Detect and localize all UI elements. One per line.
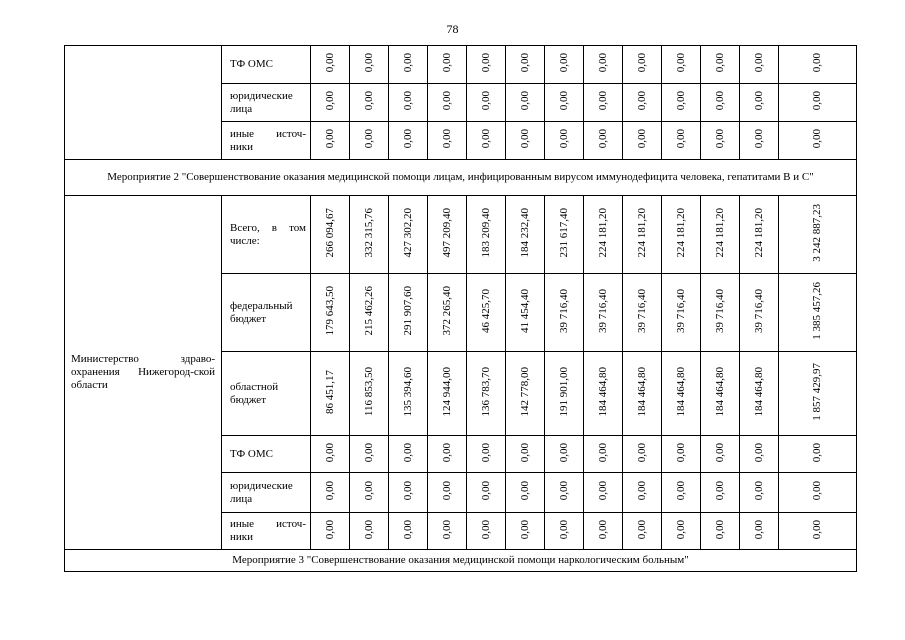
value-cell	[311, 352, 350, 436]
row-label: областной бюджет	[222, 352, 311, 436]
value-cell	[545, 196, 584, 274]
value-cell	[662, 436, 701, 473]
value-cell	[545, 122, 584, 160]
value-text: 0,00	[752, 53, 765, 73]
value-text: 135 394,60	[401, 367, 414, 417]
value-text: 0,00	[323, 129, 336, 149]
value-text: 0,00	[401, 481, 414, 501]
value-text: 224 181,20	[635, 208, 648, 258]
value-text: 0,00	[401, 519, 414, 540]
organization-cell: Министерство здраво-охранения Нижегород-ской области	[65, 196, 222, 550]
value-cell	[311, 46, 350, 84]
value-cell	[506, 513, 545, 550]
value-text: 0,00	[323, 519, 336, 540]
event-row	[65, 160, 857, 196]
value-text: 427 302,20	[401, 208, 414, 258]
value-text: 191 901,00	[557, 367, 570, 417]
value-cell	[623, 122, 662, 160]
value-text: 0,00	[811, 53, 823, 73]
value-cell	[428, 352, 467, 436]
value-text: 136 783,70	[479, 367, 492, 417]
value-cell	[740, 352, 779, 436]
value-cell	[506, 274, 545, 352]
value-text: 184 464,80	[752, 367, 765, 417]
value-text: 0,00	[362, 442, 375, 463]
funding-table	[64, 45, 857, 572]
value-cell	[740, 436, 779, 473]
value-text: 0,00	[479, 442, 492, 463]
value-text: 184 464,80	[713, 367, 726, 417]
value-cell	[779, 84, 857, 122]
value-text: 0,00	[713, 519, 726, 540]
row-label: Всего, в том числе:	[222, 196, 311, 274]
value-cell	[389, 513, 428, 550]
value-cell	[467, 274, 506, 352]
value-text: 39 716,40	[713, 289, 726, 333]
value-cell	[701, 352, 740, 436]
value-cell	[389, 274, 428, 352]
value-text: 0,00	[518, 519, 531, 540]
value-cell	[506, 46, 545, 84]
value-text: 0,00	[596, 519, 609, 540]
value-cell	[779, 513, 857, 550]
value-cell	[467, 196, 506, 274]
value-text: 497 209,40	[440, 208, 453, 258]
value-text: 215 462,26	[362, 286, 375, 336]
value-text: 0,00	[674, 519, 687, 540]
value-text: 0,00	[674, 91, 687, 111]
value-text: 0,00	[752, 129, 765, 149]
value-text: 0,00	[518, 91, 531, 111]
value-text: 3 242 887,23	[811, 204, 823, 262]
value-text: 183 209,40	[479, 208, 492, 258]
value-cell	[467, 436, 506, 473]
value-text: 0,00	[674, 442, 687, 463]
value-text: 1 857 429,97	[811, 363, 823, 421]
value-text: 0,00	[362, 129, 375, 149]
value-cell	[740, 196, 779, 274]
value-text: 224 181,20	[752, 208, 765, 258]
value-text: 0,00	[713, 481, 726, 501]
value-text: 39 716,40	[596, 289, 609, 333]
value-cell	[584, 46, 623, 84]
row-label: юридические лица	[222, 473, 311, 513]
row-label: ТФ ОМС	[222, 46, 311, 84]
value-text: 0,00	[557, 442, 570, 463]
value-cell	[623, 196, 662, 274]
value-text: 0,00	[596, 442, 609, 463]
organization-cell-empty	[65, 46, 222, 160]
value-cell	[623, 513, 662, 550]
value-cell	[584, 352, 623, 436]
value-cell	[779, 122, 857, 160]
value-cell	[545, 473, 584, 513]
value-cell	[584, 473, 623, 513]
value-cell	[779, 473, 857, 513]
value-text: 0,00	[323, 442, 336, 463]
page-number: 78	[446, 22, 459, 36]
value-cell	[350, 274, 389, 352]
value-text: 142 778,00	[518, 367, 531, 417]
value-cell	[428, 196, 467, 274]
value-cell	[311, 436, 350, 473]
value-text: 0,00	[557, 129, 570, 149]
value-cell	[506, 473, 545, 513]
value-text: 0,00	[635, 91, 648, 111]
value-text: 0,00	[752, 91, 765, 111]
value-cell	[623, 46, 662, 84]
value-text: 0,00	[479, 91, 492, 111]
value-cell	[467, 352, 506, 436]
value-text: 116 853,50	[362, 367, 375, 417]
value-text: 0,00	[401, 442, 414, 463]
value-text: 0,00	[752, 481, 765, 501]
value-text: 41 454,40	[518, 289, 531, 333]
value-cell	[389, 122, 428, 160]
value-text: 0,00	[479, 53, 492, 73]
value-cell	[428, 122, 467, 160]
value-cell	[662, 473, 701, 513]
row-label: федеральный бюджет	[222, 274, 311, 352]
value-cell	[545, 436, 584, 473]
value-text: 0,00	[674, 53, 687, 73]
value-text: 39 716,40	[635, 289, 648, 333]
value-cell	[662, 84, 701, 122]
value-cell	[311, 122, 350, 160]
value-cell	[662, 513, 701, 550]
value-text: 0,00	[811, 519, 823, 540]
event-3-title: Мероприятие 3 "Совершенствование оказания медицинской помощи наркологическим больным"	[65, 550, 857, 572]
value-cell	[584, 196, 623, 274]
value-text: 0,00	[635, 481, 648, 501]
value-cell	[389, 196, 428, 274]
value-text: 184 464,80	[635, 367, 648, 417]
value-text: 0,00	[811, 442, 823, 463]
value-text: 0,00	[752, 442, 765, 463]
value-cell	[350, 352, 389, 436]
value-text: 0,00	[518, 53, 531, 73]
value-text: 0,00	[596, 129, 609, 149]
value-text: 179 643,50	[323, 286, 336, 336]
event-row	[65, 550, 857, 572]
value-cell	[779, 352, 857, 436]
value-cell	[545, 46, 584, 84]
value-text: 224 181,20	[674, 208, 687, 258]
value-text: 291 907,60	[401, 286, 414, 336]
value-text: 0,00	[752, 519, 765, 540]
value-cell	[662, 196, 701, 274]
value-cell	[779, 436, 857, 473]
row-label: иные источ-ники	[222, 122, 311, 160]
value-cell	[350, 513, 389, 550]
value-cell	[623, 84, 662, 122]
value-text: 0,00	[479, 519, 492, 540]
value-text: 0,00	[440, 91, 453, 111]
value-text: 0,00	[479, 481, 492, 501]
value-cell	[506, 436, 545, 473]
value-cell	[662, 122, 701, 160]
value-text: 0,00	[479, 129, 492, 149]
value-text: 46 425,70	[479, 289, 492, 333]
value-cell	[740, 122, 779, 160]
value-cell	[467, 473, 506, 513]
value-text: 0,00	[635, 129, 648, 149]
value-text: 1 385 457,26	[811, 282, 823, 340]
value-text: 0,00	[811, 91, 823, 111]
value-cell	[584, 436, 623, 473]
row-label: юридические лица	[222, 84, 311, 122]
value-text: 0,00	[713, 53, 726, 73]
value-text: 0,00	[811, 129, 823, 149]
value-text: 266 094,67	[323, 208, 336, 258]
value-cell	[701, 436, 740, 473]
value-text: 0,00	[440, 53, 453, 73]
value-cell	[389, 46, 428, 84]
value-text: 184 464,80	[596, 367, 609, 417]
event-2-title: Мероприятие 2 "Совершенствование оказания медицинской помощи лицам, инфицированным вирусом иммунодефицита человека, гепатитами В и С"	[65, 160, 857, 196]
value-text: 332 315,76	[362, 208, 375, 258]
value-cell	[701, 122, 740, 160]
value-cell	[623, 352, 662, 436]
value-cell	[584, 513, 623, 550]
value-cell	[779, 196, 857, 274]
value-cell	[389, 84, 428, 122]
value-cell	[428, 513, 467, 550]
value-cell	[623, 473, 662, 513]
value-text: 0,00	[596, 91, 609, 111]
value-text: 0,00	[635, 442, 648, 463]
value-text: 0,00	[401, 53, 414, 73]
value-cell	[428, 274, 467, 352]
value-text: 0,00	[596, 53, 609, 73]
value-text: 0,00	[323, 53, 336, 73]
value-cell	[740, 513, 779, 550]
value-text: 372 265,40	[440, 286, 453, 336]
value-cell	[350, 84, 389, 122]
value-cell	[428, 436, 467, 473]
value-cell	[350, 473, 389, 513]
table-row	[65, 196, 857, 274]
value-text: 224 181,20	[713, 208, 726, 258]
value-text: 0,00	[635, 519, 648, 540]
value-cell	[350, 196, 389, 274]
value-cell	[506, 196, 545, 274]
row-label: иные источ-ники	[222, 513, 311, 550]
value-text: 0,00	[596, 481, 609, 501]
value-cell	[545, 84, 584, 122]
value-cell	[467, 84, 506, 122]
value-text: 0,00	[557, 519, 570, 540]
value-cell	[311, 274, 350, 352]
value-cell	[545, 274, 584, 352]
value-text: 0,00	[811, 481, 823, 501]
value-text: 0,00	[440, 519, 453, 540]
value-cell	[623, 436, 662, 473]
value-cell	[545, 352, 584, 436]
value-text: 224 181,20	[596, 208, 609, 258]
value-cell	[701, 46, 740, 84]
value-cell	[701, 513, 740, 550]
value-cell	[701, 84, 740, 122]
value-cell	[584, 84, 623, 122]
table-row	[65, 46, 857, 84]
value-cell	[740, 473, 779, 513]
value-text: 0,00	[674, 129, 687, 149]
value-text: 0,00	[362, 519, 375, 540]
value-text: 0,00	[674, 481, 687, 501]
value-cell	[662, 46, 701, 84]
value-cell	[740, 46, 779, 84]
row-label: ТФ ОМС	[222, 436, 311, 473]
value-text: 231 617,40	[557, 208, 570, 258]
value-cell	[623, 274, 662, 352]
value-text: 0,00	[557, 91, 570, 111]
value-cell	[701, 473, 740, 513]
value-text: 0,00	[713, 129, 726, 149]
value-cell	[428, 46, 467, 84]
value-text: 0,00	[635, 53, 648, 73]
value-text: 0,00	[323, 91, 336, 111]
value-cell	[428, 84, 467, 122]
value-cell	[467, 46, 506, 84]
value-cell	[311, 513, 350, 550]
value-text: 0,00	[713, 442, 726, 463]
value-cell	[506, 84, 545, 122]
value-cell	[350, 122, 389, 160]
value-cell	[662, 274, 701, 352]
value-text: 0,00	[518, 442, 531, 463]
value-cell	[311, 196, 350, 274]
value-text: 0,00	[440, 442, 453, 463]
value-cell	[545, 513, 584, 550]
value-text: 0,00	[401, 91, 414, 111]
value-text: 39 716,40	[674, 289, 687, 333]
value-text: 0,00	[440, 129, 453, 149]
value-cell	[584, 122, 623, 160]
value-cell	[740, 84, 779, 122]
value-cell	[779, 46, 857, 84]
value-cell	[389, 473, 428, 513]
value-cell	[350, 436, 389, 473]
value-cell	[389, 352, 428, 436]
value-text: 124 944,00	[440, 367, 453, 417]
value-text: 39 716,40	[557, 289, 570, 333]
value-text: 184 232,40	[518, 208, 531, 258]
value-text: 39 716,40	[752, 289, 765, 333]
value-cell	[311, 473, 350, 513]
value-text: 0,00	[401, 129, 414, 149]
value-text: 0,00	[713, 91, 726, 111]
value-cell	[467, 513, 506, 550]
value-cell	[506, 122, 545, 160]
value-cell	[389, 436, 428, 473]
value-text: 184 464,80	[674, 367, 687, 417]
value-text: 0,00	[440, 481, 453, 501]
value-cell	[701, 274, 740, 352]
value-text: 0,00	[362, 53, 375, 73]
value-cell	[428, 473, 467, 513]
value-cell	[311, 84, 350, 122]
value-cell	[662, 352, 701, 436]
value-cell	[584, 274, 623, 352]
value-cell	[779, 274, 857, 352]
value-text: 0,00	[362, 481, 375, 501]
value-text: 0,00	[557, 53, 570, 73]
value-text: 86 451,17	[323, 370, 336, 414]
value-text: 0,00	[362, 91, 375, 111]
value-cell	[350, 46, 389, 84]
value-cell	[506, 352, 545, 436]
value-text: 0,00	[518, 129, 531, 149]
value-text: 0,00	[557, 481, 570, 501]
value-text: 0,00	[518, 481, 531, 501]
value-cell	[701, 196, 740, 274]
value-cell	[467, 122, 506, 160]
value-text: 0,00	[323, 481, 336, 501]
value-cell	[740, 274, 779, 352]
